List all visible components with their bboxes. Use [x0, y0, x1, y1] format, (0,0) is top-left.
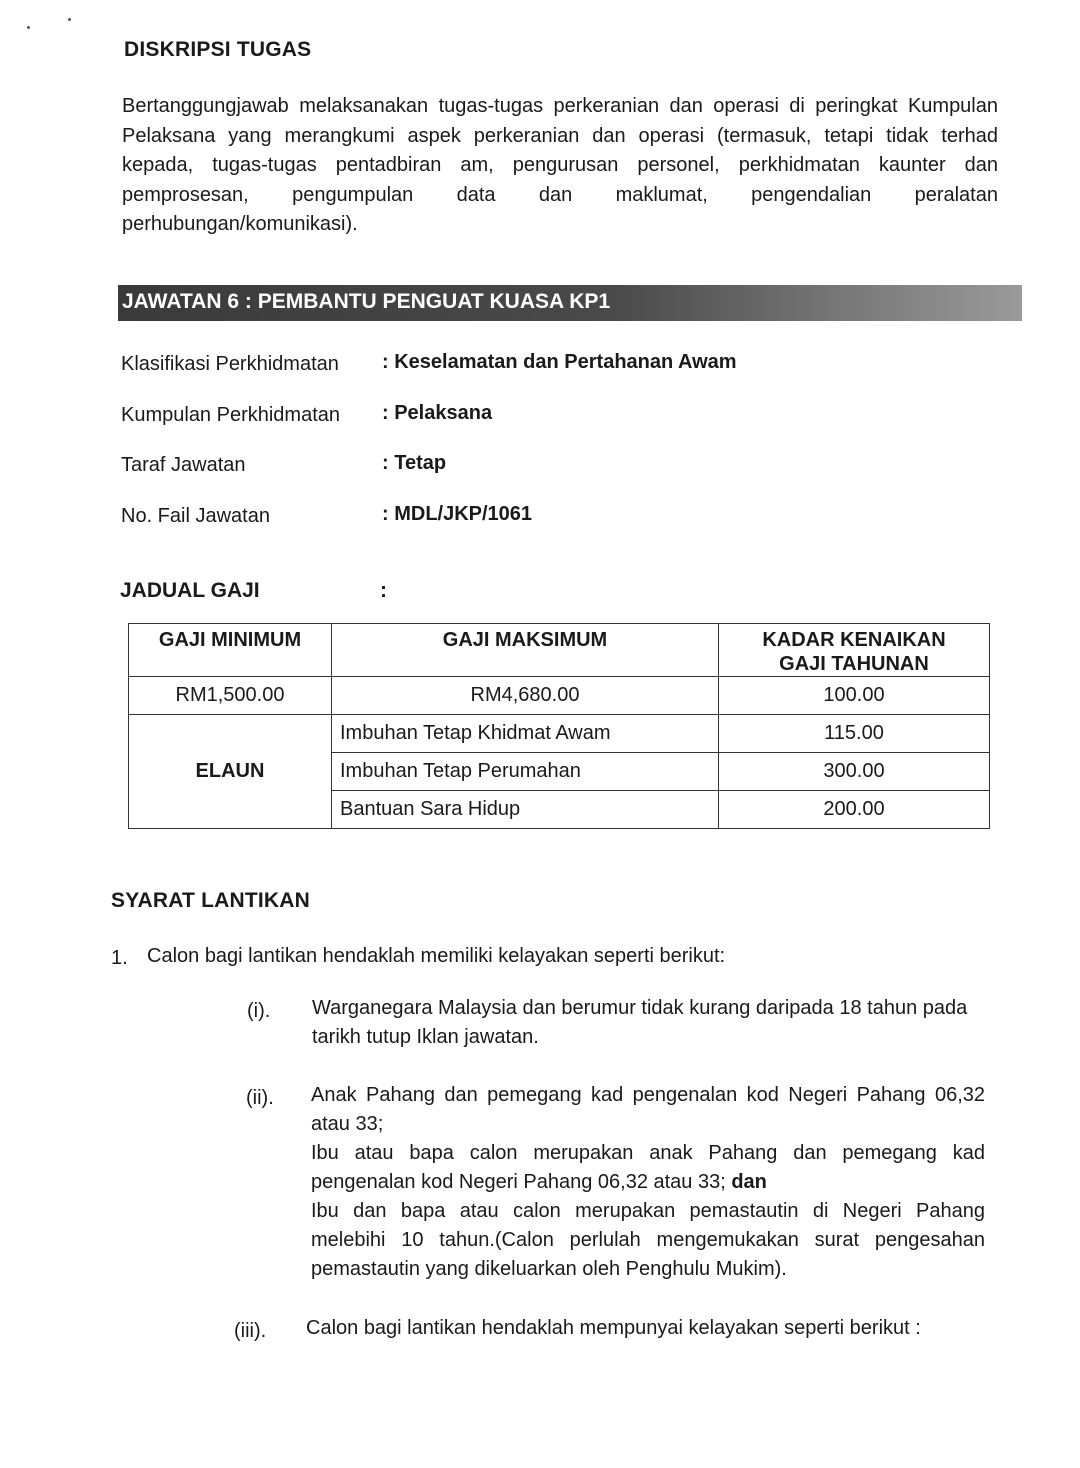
sub-requirement-number: (ii). [246, 1087, 274, 1109]
allowance-row [129, 715, 990, 753]
header-max-salary: GAJI MAKSIMUM [332, 624, 719, 677]
sub-requirement-line: Ibu atau bapa calon merupakan anak Pahang dan pemegang kad pengenalan kod Negeri Pahang 06,32 atau 33; dan [311, 1142, 985, 1193]
allowance-amount: 200.00 [719, 791, 990, 829]
allowance-name: Bantuan Sara Hidup [332, 791, 719, 829]
allowance-name: Imbuhan Tetap Perumahan [332, 753, 719, 791]
sub-requirement-number: (iii). [234, 1320, 267, 1342]
annual-increment-value: 100.00 [719, 677, 990, 715]
sub-requirement-text [311, 1081, 985, 1284]
sub-requirement-line: Ibu dan bapa atau calon merupakan pemastautin di Negeri Pahang melebihi 10 tahun.(Calon perlulah mengemukakan surat pengesahan pemastautin yang dikeluarkan oleh Penghulu Mukim). [311, 1200, 985, 1280]
allowance-name: Imbuhan Tetap Khidmat Awam [332, 715, 719, 753]
salary-schedule-label: JADUAL GAJI [120, 579, 260, 602]
scan-speck [27, 26, 30, 29]
emphasis-and: dan [731, 1171, 767, 1193]
salary-header-row [129, 624, 990, 677]
max-salary-value: RM4,680.00 [332, 677, 719, 715]
field-label-service-group: Kumpulan Perkhidmatan [121, 404, 341, 426]
header-min-salary: GAJI MINIMUM [129, 624, 332, 677]
section-heading-task-description: DISKRIPSI TUGAS [124, 38, 312, 61]
salary-schedule-colon: : [380, 579, 387, 602]
min-salary-value: RM1,500.00 [129, 677, 332, 715]
position-title: JAWATAN 6 : PEMBANTU PENGUAT KUASA KP1 [122, 290, 611, 313]
field-value-classification: : Keselamatan dan Pertahanan Awam [382, 351, 737, 373]
field-label-classification: Klasifikasi Perkhidmatan [121, 353, 339, 375]
task-description-paragraph: Bertanggungjawab melaksanakan tugas-tugas perkeranian dan operasi di peringkat Kumpulan Pelaksana yang merangkumi aspek perkeranian dan operasi (termasuk, tetapi tidak terhad kepada, tugas-tugas pentadbiran am, pengurusan personel, perkhidmatan kaunter dan pemprosesan, pengumpulan data dan maklumat, pengendalian peralatan perhubungan/komunikasi). [122, 95, 998, 235]
allowance-amount: 300.00 [719, 753, 990, 791]
sub-requirement-number: (i). [247, 1000, 271, 1022]
position-title-bar [118, 285, 1022, 321]
field-value-file-number: : MDL/JKP/1061 [382, 503, 533, 525]
sub-requirement-line: Anak Pahang dan pemegang kad pengenalan kod Negeri Pahang 06,32 atau 33; [311, 1084, 985, 1135]
header-annual-increment-line2: GAJI TAHUNAN [779, 653, 929, 675]
field-value-position-status: : Tetap [382, 452, 447, 474]
field-value-service-group: : Pelaksana [382, 402, 493, 424]
scan-speck [68, 18, 71, 21]
requirement-text: Calon bagi lantikan hendaklah memiliki kelayakan seperti berikut: [147, 945, 726, 967]
header-annual-increment [719, 624, 990, 677]
field-label-file-number: No. Fail Jawatan [121, 505, 270, 527]
salary-values-row [129, 677, 990, 715]
requirement-number: 1. [111, 947, 128, 969]
sub-requirement-text: Warganegara Malaysia dan berumur tidak kurang daripada 18 tahun pada tarikh tutup Iklan jawatan. [312, 997, 968, 1048]
allowance-amount: 115.00 [719, 715, 990, 753]
field-label-position-status: Taraf Jawatan [121, 454, 246, 476]
header-annual-increment-line1: KADAR KENAIKAN [762, 629, 946, 651]
allowance-label: ELAUN [129, 715, 332, 829]
salary-table [128, 623, 990, 829]
sub-requirement-text: Calon bagi lantikan hendaklah mempunyai kelayakan seperti berikut : [306, 1317, 921, 1339]
section-heading-requirements: SYARAT LANTIKAN [111, 889, 311, 912]
